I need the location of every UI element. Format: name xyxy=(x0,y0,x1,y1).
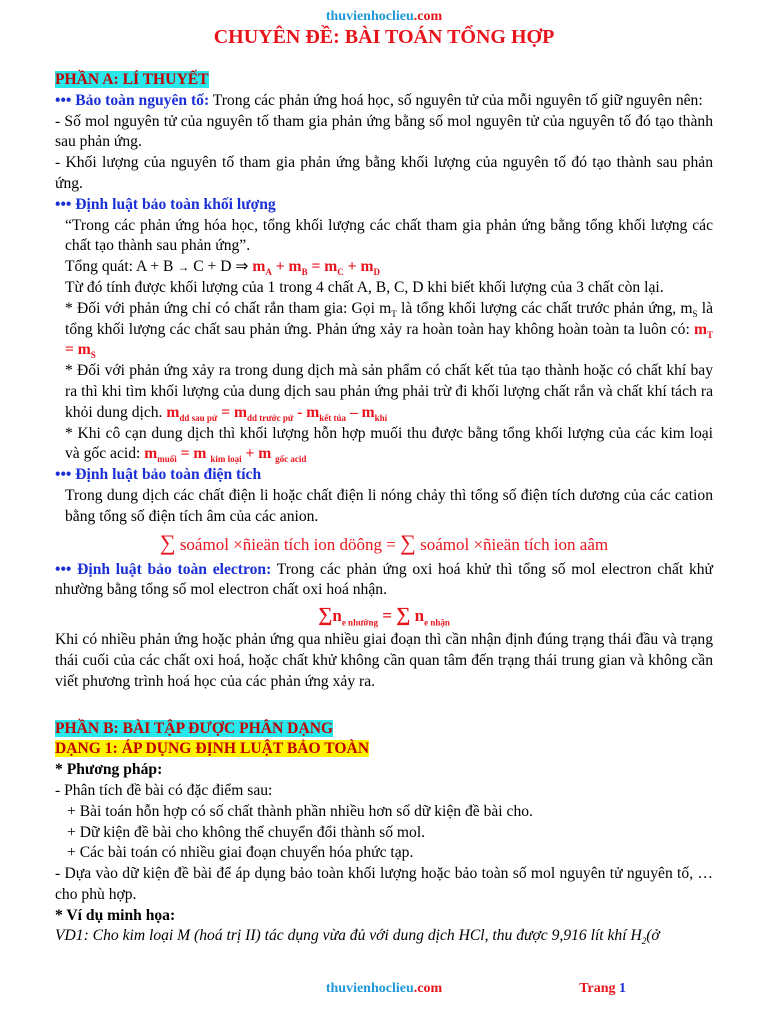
vd1-text: VD1: Cho kim loại M (hoá trị II) tác dụng vừa đủ với dung dịch HCl, thu được 9,916 lít khí $H_2(ở$ xyxy=(55,927,660,947)
s1-bullet-1: - Số mol nguyên tử của nguyên tố tham gia phản ứng bằng số mol nguyên tử của nguyên tố đó tạo thành sau phản ứng. xyxy=(55,112,713,151)
s2-star2: * Đối với phản ứng xảy ra trong dung dịch mà sản phẩm có chất kết tủa tạo thành hoặc có chất khí bay ra thì khi tìm khối lượng của dung dịch sau phản ứng phải trừ đi khối lượng chất rắn và chất khí tách ra khỏi dung dịch. $m_{dd sau pứ} = m_{dd trước pứ} - m_{kết tủa} - m_{khí}$ xyxy=(65,362,713,423)
s2-quote: “Trong các phản ứng hóa học, tổng khối lượng các chất tham gia phản ứng bằng tổng khối lượng các chất tạo thành sau phản ứng”. xyxy=(65,216,713,255)
method-4: + Các bài toán có nhiều giai đoạn chuyển hóa phức tạp. xyxy=(67,844,414,862)
s2-general: Tổng quát: A + B → C + D ⇒ $m_A + m_B = m_C + m_D$ xyxy=(65,258,380,278)
s3-text: Trong dung dịch các chất điện li hoặc chất điện li nóng chảy thì tổng số điện tích dương của các cation bằng tổng số điện tích âm của các anion. xyxy=(65,486,713,525)
solid-formula: $m_T = m_S$ xyxy=(65,320,713,361)
dang1-heading: DẠNG 1: ÁP DỤNG ĐỊNH LUẬT BẢO TOÀN xyxy=(55,740,370,758)
solution-formula: $m_{dd sau pứ} = m_{dd trước pứ} - m_{kết tủa} - m_{khí}$ xyxy=(166,403,388,423)
method-2: + Bài toán hỗn hợp có số chất thành phần nhiều hơn số dữ kiện đề bài cho. xyxy=(67,802,533,820)
method-3: + Dữ kiện đề bài cho không thể chuyển đổi thành số mol. xyxy=(67,823,426,841)
salt-formula: $m_{muối} = m$ $_{kim loại}$ + m $_{gốc acid}$ xyxy=(144,445,307,465)
s3-heading: ••• Định luật bảo toàn điện tích xyxy=(55,466,262,484)
method-5: - Dựa vào dữ kiện đề bài để áp dụng bảo toàn khối lượng hoặc bảo toàn số mol nguyên tử nguyên tố, … cho phù hợp. xyxy=(55,865,713,903)
part-a-heading: PHẦN A: LÍ THUYẾT xyxy=(55,71,209,88)
charge-formula: ∑ soámol ×ñieän tích ion döông = ∑ soámol ×ñieän tích ion aâm xyxy=(159,529,609,555)
s4-paragraph: ••• Định luật bảo toàn electron: Trong các phản ứng oxi hoá khử thì tổng số mol electron chất khử nhường bằng tổng số mol electron chất oxi hoá nhận. xyxy=(55,560,713,599)
mass-formula: $m_A + m_B = m_C + m_D$ xyxy=(252,258,380,278)
part-b-heading: PHẦN B: BÀI TẬP ĐƯỢC PHÂN DẠNG xyxy=(55,719,334,737)
implies-icon: ⇒ xyxy=(235,258,249,276)
s4-after: Khi có nhiều phản ứng hoặc phản ứng qua nhiều giai đoạn thì cần nhận định đúng trạng thái đầu và trạng thái cuối của các chất oxi hoá, hoặc chất khử không cần quan tâm đến trạng thái trung gian và không cần viết phương trình hoá học của các phản ứng xảy ra. xyxy=(55,631,713,690)
s2-star3: * Khi cô cạn dung dịch thì khối lượng hỗn hợp muối thu được bằng tổng khối lượng của các kim loại và gốc acid: $m_{muối} = m$ $_{kim loại}$ + m $_{gốc acid}$ xyxy=(65,424,713,465)
electron-formula: $\sum n_{e nhường}$ = ∑ $n_{e nhận}$ xyxy=(318,604,450,628)
footer-site[interactable]: thuvienhoclieu.com xyxy=(325,981,443,996)
s1-paragraph: ••• Bảo toàn nguyên tố: Trong các phản ứng hoá học, số nguyên tử của mỗi nguyên tố giữ nguyên nên: xyxy=(55,91,703,109)
method-1: - Phân tích đề bài có đặc điểm sau: xyxy=(55,781,273,799)
example-heading: * Ví dụ minh họa: xyxy=(55,906,176,924)
s2-heading: ••• Định luật bảo toàn khối lượng xyxy=(55,195,276,213)
s2-star1: * Đối với phản ứng chỉ có chất rắn tham gia: Gọi $m_T$ là tổng khối lượng các chất trước phản ứng, $m_S$ là tổng khối lượng các chất sau phản ứng. Phản ứng xảy ra hoàn toàn hay không hoàn toàn ta luôn có: $m_T = m_S$ xyxy=(65,299,714,361)
page-number: Trang 1 xyxy=(579,981,626,996)
s1-bullet-2: - Khối lượng của nguyên tố tham gia phản ứng bằng khối lượng của nguyên tố đó tạo thành sau phản ứng. xyxy=(55,154,713,192)
document-body xyxy=(55,68,713,947)
page-title: CHUYÊN ĐỀ: BÀI TOÁN TỔNG HỢP xyxy=(213,26,555,48)
s2-line2: Từ đó tính được khối lượng của 1 trong 4 chất A, B, C, D khi biết khối lượng của 3 chất còn lại. xyxy=(65,278,664,296)
method-heading: * Phương pháp: xyxy=(55,761,163,779)
arrow-icon: → xyxy=(177,260,190,275)
header-site[interactable]: thuvienhoclieu.com xyxy=(325,9,443,24)
